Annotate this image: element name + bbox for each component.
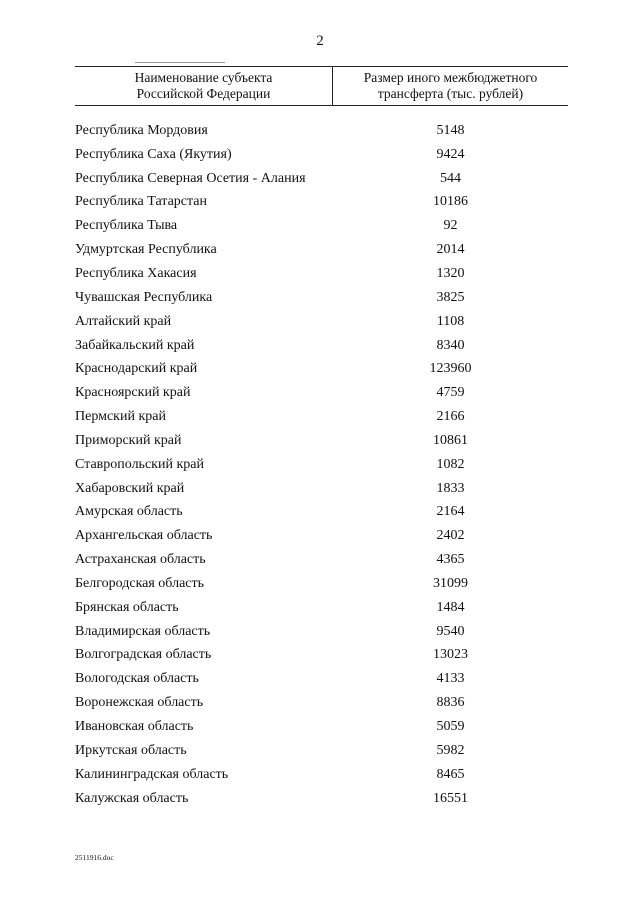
- table-row: [75, 167, 568, 191]
- header-col-transfer-line2: трансферта (тыс. рублей): [377, 86, 524, 101]
- row-subject-name: Калининградская область: [75, 766, 229, 782]
- header-col-subject-line1: Наименование субъекта: [134, 70, 273, 85]
- table-row: [75, 524, 568, 548]
- row-transfer-value: 123960: [429, 361, 472, 377]
- table-row: [75, 715, 568, 739]
- table-row: [75, 596, 568, 620]
- row-transfer-value: 4759: [436, 385, 465, 401]
- row-subject-name: Республика Тыва: [75, 218, 178, 234]
- table-row: [75, 787, 568, 811]
- row-transfer-value: 1833: [436, 480, 465, 496]
- table-row: [75, 691, 568, 715]
- row-subject-name: Удмуртская Республика: [75, 242, 217, 258]
- row-subject-name: Владимирская область: [75, 623, 211, 639]
- row-subject-name: Белгородская область: [75, 575, 205, 591]
- row-subject-name: Республика Хакасия: [75, 265, 197, 281]
- table-row: [75, 405, 568, 429]
- row-transfer-value: 3825: [436, 289, 465, 305]
- row-transfer-value: 8836: [436, 695, 465, 711]
- row-subject-name: Красноярский край: [75, 385, 191, 401]
- row-transfer-value: 13023: [433, 647, 468, 663]
- table-row: [75, 310, 568, 334]
- row-transfer-value: 8340: [436, 337, 465, 353]
- row-subject-name: Чувашская Республика: [75, 289, 213, 305]
- table-row: [75, 477, 568, 501]
- row-subject-name: Республика Северная Осетия - Алания: [75, 170, 306, 186]
- table-row: [75, 238, 568, 262]
- table-row: [75, 381, 568, 405]
- table-row: [75, 739, 568, 763]
- row-transfer-value: 5148: [436, 122, 465, 138]
- row-subject-name: Амурская область: [75, 504, 183, 520]
- table-row: [75, 429, 568, 453]
- row-subject-name: Иркутская область: [75, 742, 187, 758]
- row-subject-name: Алтайский край: [75, 313, 172, 329]
- row-transfer-value: 1108: [436, 313, 465, 329]
- row-subject-name: Хабаровский край: [75, 480, 185, 496]
- row-subject-name: Пермский край: [75, 409, 166, 425]
- row-transfer-value: 9540: [436, 623, 465, 639]
- table-row: [75, 548, 568, 572]
- row-transfer-value: 9424: [436, 146, 465, 162]
- footer-filename: 2511916.doc: [75, 853, 114, 862]
- row-subject-name: Приморский край: [75, 432, 182, 448]
- row-transfer-value: 2014: [436, 242, 465, 258]
- row-transfer-value: 31099: [433, 575, 468, 591]
- row-subject-name: Краснодарский край: [75, 361, 198, 377]
- table-body: [75, 119, 568, 810]
- row-subject-name: Калужская область: [75, 790, 189, 806]
- header-col-subject: [75, 67, 333, 105]
- table-row: [75, 644, 568, 668]
- row-subject-name: Республика Саха (Якутия): [75, 146, 232, 162]
- header-stamp-line: [135, 62, 225, 65]
- table-row: [75, 286, 568, 310]
- row-transfer-value: 4365: [436, 552, 465, 568]
- row-subject-name: Республика Мордовия: [75, 122, 208, 138]
- table-row: [75, 501, 568, 525]
- row-transfer-value: 8465: [436, 766, 465, 782]
- row-subject-name: Волгоградская область: [75, 647, 212, 663]
- row-transfer-value: 16551: [433, 790, 468, 806]
- table-row: [75, 214, 568, 238]
- table-row: [75, 667, 568, 691]
- row-subject-name: Воронежская область: [75, 695, 204, 711]
- row-subject-name: Ставропольский край: [75, 456, 204, 472]
- row-subject-name: Брянская область: [75, 599, 179, 615]
- row-subject-name: Астраханская область: [75, 552, 206, 568]
- table-row: [75, 620, 568, 644]
- row-transfer-value: 2166: [436, 409, 465, 425]
- table-row: [75, 763, 568, 787]
- row-transfer-value: 2402: [436, 528, 465, 544]
- table-row: [75, 262, 568, 286]
- table-row: [75, 453, 568, 477]
- row-transfer-value: 1484: [436, 599, 465, 615]
- header-col-transfer: [333, 67, 568, 105]
- table-row: [75, 572, 568, 596]
- row-subject-name: Архангельская область: [75, 528, 213, 544]
- table-row: [75, 119, 568, 143]
- row-subject-name: Республика Татарстан: [75, 194, 208, 210]
- row-subject-name: Вологодская область: [75, 671, 199, 687]
- table-row: [75, 143, 568, 167]
- header-col-subject-line2: Российской Федерации: [136, 86, 271, 101]
- table-row: [75, 334, 568, 358]
- row-subject-name: Ивановская область: [75, 719, 194, 735]
- row-transfer-value: 4133: [436, 671, 465, 687]
- row-transfer-value: 10186: [433, 194, 468, 210]
- row-subject-name: Забайкальский край: [75, 337, 195, 353]
- table-header: [75, 66, 568, 106]
- table-row: [75, 191, 568, 215]
- row-transfer-value: 1320: [436, 265, 465, 281]
- page-number: 2: [316, 33, 324, 49]
- row-transfer-value: 92: [443, 218, 458, 234]
- row-transfer-value: 10861: [433, 432, 468, 448]
- table-row: [75, 357, 568, 381]
- row-transfer-value: 2164: [436, 504, 465, 520]
- row-transfer-value: 544: [440, 170, 461, 186]
- row-transfer-value: 5059: [436, 719, 465, 735]
- row-transfer-value: 5982: [436, 742, 465, 758]
- header-col-transfer-line1: Размер иного межбюджетного: [363, 70, 538, 85]
- row-transfer-value: 1082: [436, 456, 465, 472]
